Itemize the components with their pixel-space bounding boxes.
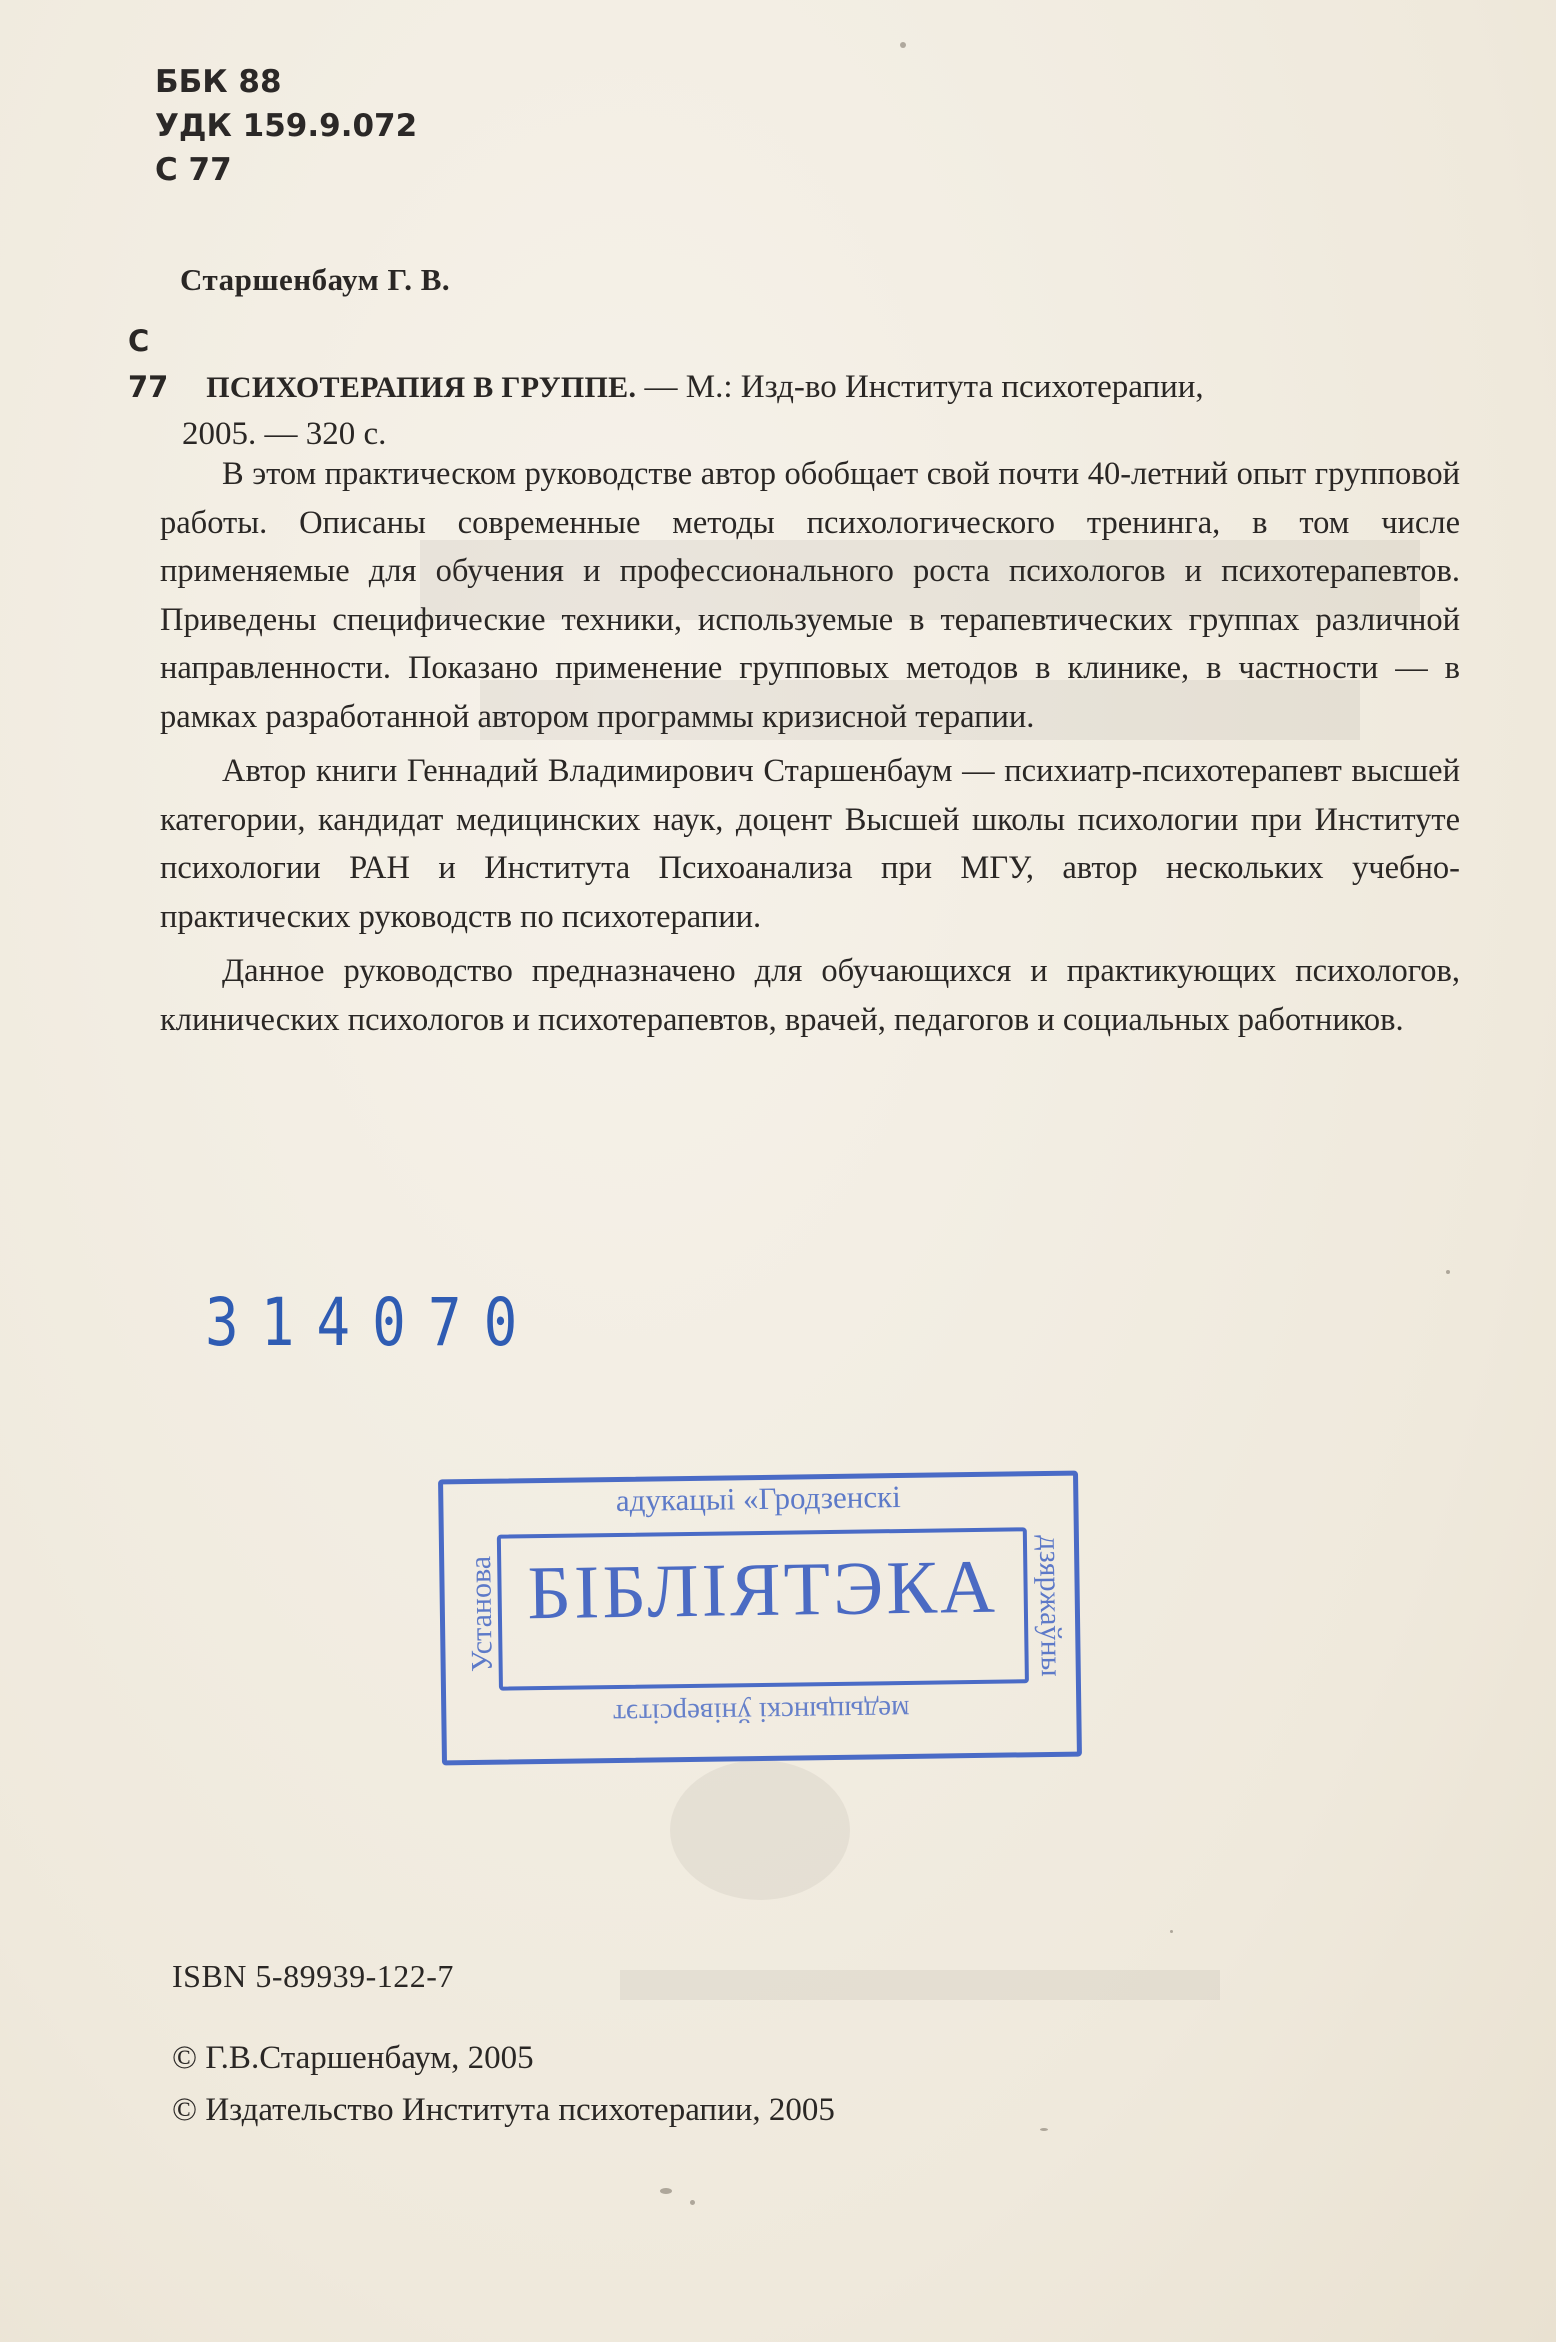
isbn: ISBN 5-89939-122-7: [172, 1958, 454, 1994]
udk-code: УДК 159.9.072: [155, 108, 418, 144]
stamp-top-text: адукацыі «Гродзенскі: [615, 1479, 902, 1518]
classification-block: [155, 60, 417, 192]
copyright-author: © Г.В.Старшенбаум, 2005: [172, 2040, 534, 2076]
bibliographic-record: [128, 318, 1458, 457]
bbk-code: ББК 88: [155, 64, 282, 100]
abstract: [160, 450, 1460, 1050]
author-code: С 77: [155, 152, 232, 188]
record-code: С 77: [128, 324, 169, 404]
publisher-info: — М.: Изд-во Института психотерапии,: [636, 369, 1204, 405]
book-title: ПСИХОТЕРАПИЯ В ГРУППЕ.: [206, 371, 637, 404]
copyright-publisher: © Издательство Института психотерапии, 2005: [172, 2092, 835, 2128]
stamp-left-text: Установа: [464, 1555, 499, 1673]
stamp-right-text: дзяржаўны: [1032, 1534, 1068, 1677]
abstract-paragraph: В этом практическом руководстве автор обобщает свой почти 40-летний опыт групповой работы. Описаны современные методы психологического тренинга, в том числе применяемые для обучения и профессионального роста психологов и психотерапевтов. Приведены специфические техники, используемые в терапевтических группах различной направленности. Показано применение групповых методов в клинике, в частности — в рамках разработанной автором программы кризисной терапии.: [160, 456, 1460, 735]
library-stamp: [438, 1471, 1082, 1766]
stamp-bottom-text: медыцынскі ўніверсітэт: [612, 1693, 910, 1731]
author-name: Старшенбаум Г. В.: [180, 262, 451, 297]
abstract-paragraph: Автор книги Геннадий Владимирович Старшенбаум — психиатр-психотерапевт высшей категории, кандидат медицинских наук, доцент Высшей школы психологии при Институте психологии РАН и Института Психоанализа при МГУ, автор нескольких учебно-практических руководств по психотерапии.: [160, 753, 1460, 935]
year-pages: 2005. — 320 с.: [182, 416, 387, 452]
inventory-number: 314070: [205, 1285, 540, 1362]
stamp-center-text: БІБЛІЯТЭКА: [526, 1544, 999, 1636]
abstract-paragraph: Данное руководство предназначено для обучающихся и практикующих психологов, клинических психологов и психотерапевтов, врачей, педагогов и социальных работников.: [160, 953, 1460, 1038]
